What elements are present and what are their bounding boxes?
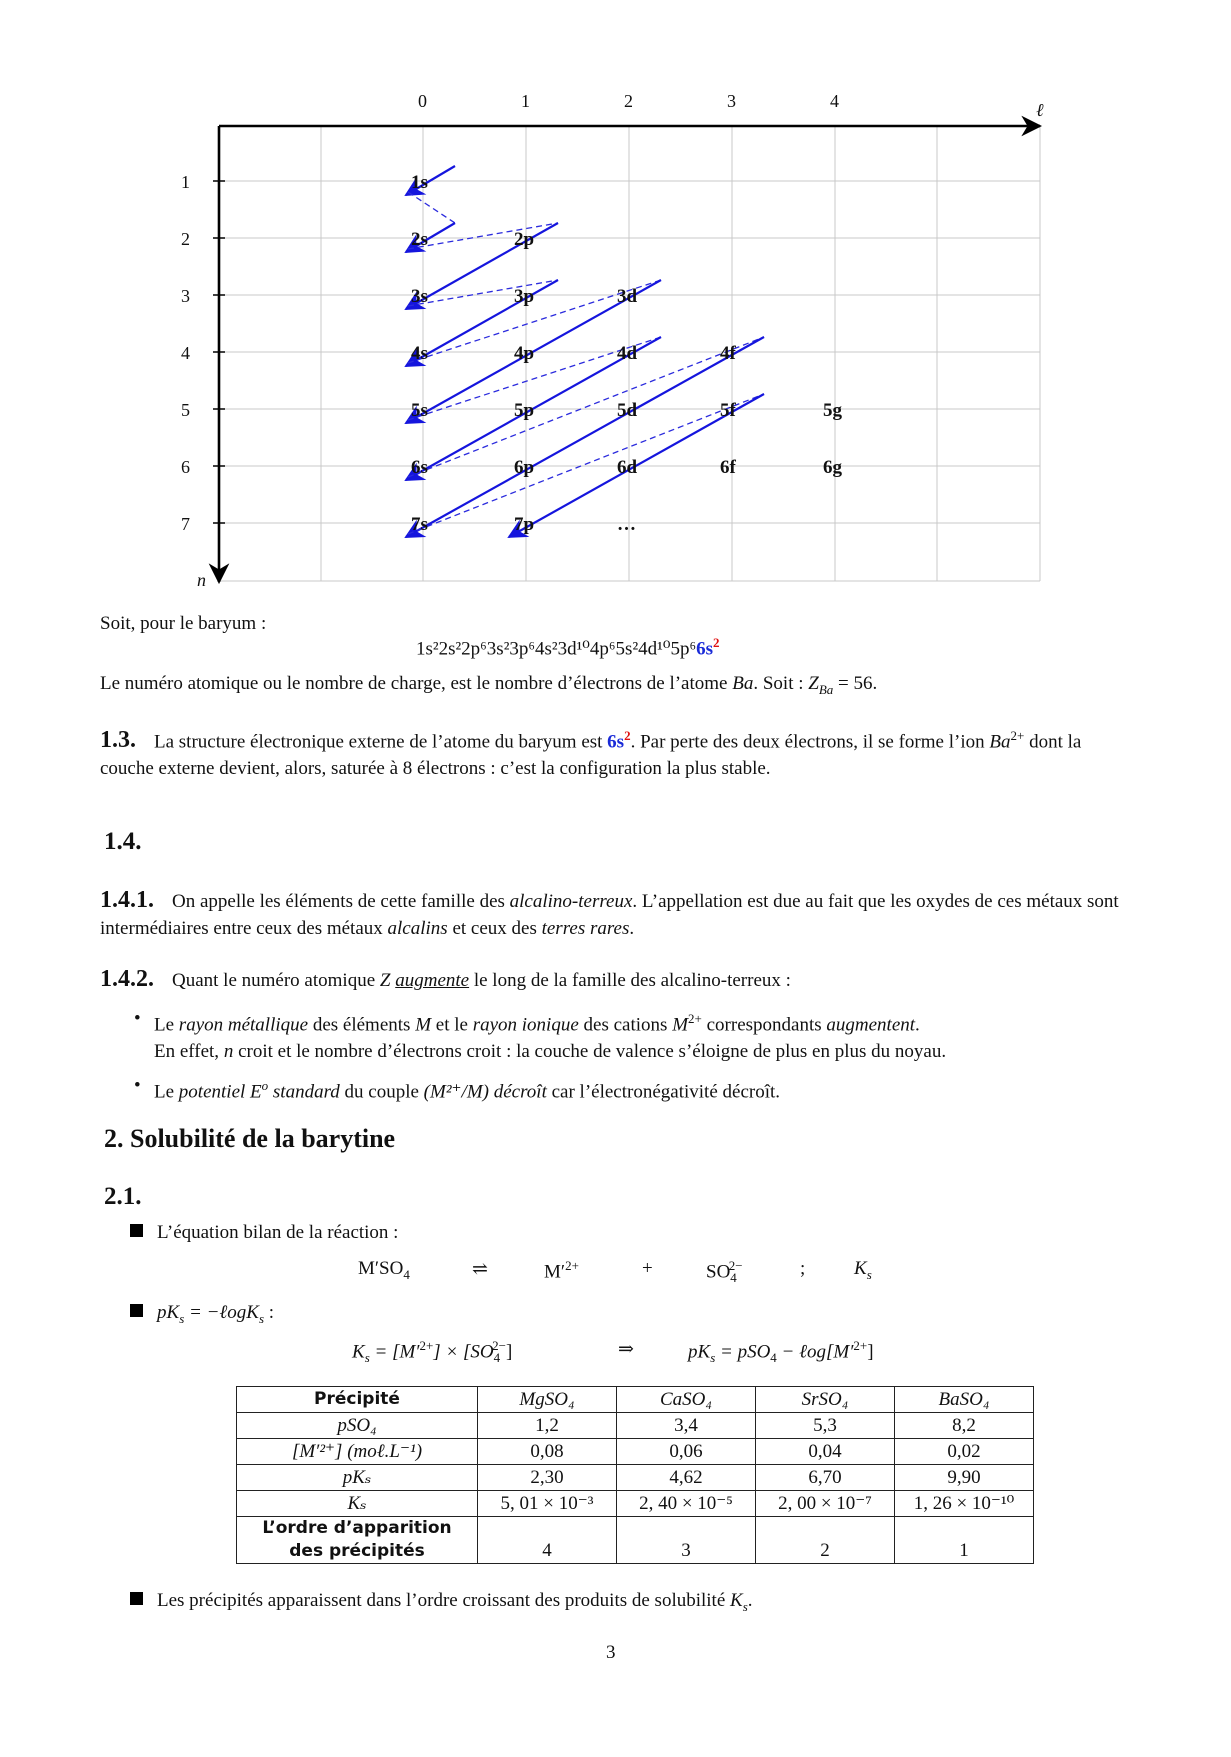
s13-red: 2 [624, 728, 631, 743]
atomic-number-line [100, 670, 1132, 703]
eq-arrow: ⇌ [472, 1259, 488, 1280]
square-bullet-icon [130, 1224, 143, 1237]
table-cell: 5, 01 × 10⁻³ [478, 1491, 617, 1517]
table-cell: 2 [756, 1517, 895, 1564]
formula-left [352, 1338, 512, 1366]
orbital-labels [411, 172, 843, 535]
eq-anion-sup: 2− [728, 1258, 743, 1273]
section-1-4-2-number: 1.4.2. [100, 966, 154, 992]
table-row [237, 1439, 1034, 1465]
table-header-cell: Précipité [237, 1387, 478, 1413]
fl-b: = [M′ [369, 1341, 420, 1363]
eq-anion-text: SO [706, 1261, 731, 1283]
table-cell: 9,90 [895, 1465, 1034, 1491]
z-ba: Ba [732, 673, 754, 694]
orbital-label: 6g [823, 457, 842, 478]
section-2-title: 2. Solubilité de la barytine [104, 1124, 396, 1153]
orbital-label: 1s [411, 172, 428, 193]
eq-plus: + [642, 1258, 653, 1279]
section-1-4-heading: 1.4. [104, 828, 142, 855]
s141-i2: alcalins [387, 918, 448, 939]
eq-ks [854, 1258, 872, 1283]
fr-d: ] [867, 1341, 874, 1363]
b2-i1: potentiel E [178, 1081, 262, 1103]
conclusion-k: K [730, 1590, 743, 1611]
b1-c: et le [431, 1014, 473, 1036]
order-label-1: L’ordre d’apparition [262, 1518, 452, 1538]
orbital-label: 2s [411, 229, 428, 250]
b1-ion: M [672, 1014, 689, 1036]
bullet-potential [134, 1072, 1134, 1105]
orbital-label: 7s [411, 514, 428, 535]
orbital-label: 7p [514, 514, 535, 535]
eq-reactant-text: M′SO [358, 1258, 404, 1279]
table-cell: 0,04 [756, 1439, 895, 1465]
b2-sup: o [261, 1078, 269, 1093]
b2-couple: (M²⁺/M) [423, 1081, 489, 1103]
s142-underlined: augmente [395, 970, 470, 991]
section-1-3 [100, 722, 1132, 782]
fr-b: = pSO [715, 1341, 771, 1363]
s13-blue: 6s [607, 731, 625, 753]
table-row-label: [M′²⁺] (moℓ.L⁻¹) [237, 1439, 478, 1465]
pks-formula [0, 1338, 1231, 1368]
orbital-label: 5f [720, 400, 736, 421]
order-label-2: des précipités [289, 1541, 425, 1561]
fr-sub2: 4 [770, 1350, 777, 1366]
orbital-label: 2p [514, 229, 535, 250]
orbital-label: 4f [720, 343, 736, 364]
s141-a: On appelle les éléments de cette famille des [172, 891, 510, 912]
table-row [237, 1491, 1034, 1517]
section-1-3-number: 1.3. [100, 727, 136, 754]
orbital-label: 3p [514, 286, 535, 307]
fr-c: − ℓog[M′ [776, 1341, 854, 1363]
eq-reactant-sub: 4 [403, 1266, 410, 1282]
n-tick-label: 1 [181, 172, 190, 192]
table-cell: 1, 26 × 10⁻¹⁰ [895, 1491, 1034, 1517]
equation-intro [130, 1222, 398, 1244]
conclusion-a: Les précipités apparaissent dans l’ordre croissant des produits de solubilité [157, 1590, 731, 1611]
l-tick-label: 1 [521, 91, 530, 111]
conclusion-sub: s [742, 1598, 748, 1614]
z-symbol: Z [808, 673, 819, 694]
fl-c: ] × [SO [433, 1341, 494, 1363]
s13-c: dont la couche externe devient, alors, saturée à 8 électrons : c’est la configuration la plus stable. [100, 731, 1082, 780]
orbital-label: 3d [617, 286, 638, 307]
eq-anion [706, 1258, 743, 1286]
s141-d: . [629, 918, 635, 939]
table-cell: 3 [617, 1517, 756, 1564]
config-blue: 6s [696, 638, 713, 660]
n-tick-label: 7 [181, 514, 190, 534]
eq-ks-sub: s [866, 1266, 872, 1282]
n-tick-label: 6 [181, 457, 190, 477]
s142-b: le long de la famille des alcalino-terreux : [469, 970, 791, 991]
table-cell: 3,4 [617, 1413, 756, 1439]
l-tick-label: 2 [624, 91, 633, 111]
table-row [237, 1413, 1034, 1439]
eq-cation-text: M′ [544, 1261, 566, 1283]
page-number: 3 [606, 1642, 616, 1663]
pks-intro [130, 1302, 274, 1327]
orbital-label: 5d [617, 400, 638, 421]
transition-dashed-line [408, 337, 764, 477]
orbital-label: 5p [514, 400, 535, 421]
fr-sup: 2+ [853, 1338, 868, 1353]
pks-sub2: s [258, 1310, 265, 1326]
s142-a: Quant le numéro atomique [172, 970, 380, 991]
table-cell: 4 [478, 1517, 617, 1564]
b2-i2: standard [268, 1081, 340, 1103]
table-cell: 2, 00 × 10⁻⁷ [756, 1491, 895, 1517]
table-row [237, 1465, 1034, 1491]
b2-a: Le [154, 1081, 179, 1103]
b1-e: correspondants [701, 1014, 827, 1036]
pks-b: = −ℓogK [184, 1302, 259, 1323]
bullet-dot: • [134, 1075, 141, 1096]
eq-ks-text: K [854, 1258, 867, 1279]
barium-config [416, 635, 719, 660]
b1-l2-n: n [223, 1041, 234, 1063]
table-row-label: pSO₄ [237, 1413, 478, 1439]
table-row-label [237, 1517, 478, 1564]
s142-z: Z [379, 970, 391, 991]
eq-anion-sub: 4 [730, 1270, 737, 1286]
l-tick-label: 3 [727, 91, 736, 111]
b1-l2-a: En effet, [154, 1041, 224, 1063]
fl-sup2: 2− [492, 1338, 506, 1353]
formula-right [688, 1338, 874, 1366]
transition-dashed-line [408, 192, 455, 223]
table-cell: 4,62 [617, 1465, 756, 1491]
orbital-label: 4d [617, 343, 638, 364]
conclusion-b: . [747, 1590, 753, 1611]
eq-cation-sup: 2+ [565, 1258, 579, 1273]
table-cell: 2,30 [478, 1465, 617, 1491]
table-cell: 0,06 [617, 1439, 756, 1465]
axis-ticks [181, 91, 839, 534]
orbital-label: 6f [720, 457, 736, 478]
s13-a: La structure électronique externe de l’atome du baryum est [154, 731, 608, 753]
pks-a: pK [157, 1302, 180, 1323]
fl-sub2: 4 [493, 1350, 501, 1366]
table-cell: 5,3 [756, 1413, 895, 1439]
eq-intro-text: L’équation bilan de la réaction : [157, 1222, 399, 1243]
table-cell: 6,70 [756, 1465, 895, 1491]
s13-b: . Par perte des deux électrons, il se forme l’ion [630, 731, 990, 753]
fr-a: pK [688, 1341, 711, 1363]
l-tick-label: 0 [418, 91, 427, 111]
table-row [237, 1517, 1034, 1564]
intro-line: Soit, pour le baryum : [100, 613, 267, 634]
orbital-label: 3s [411, 286, 428, 307]
conclusion [130, 1590, 753, 1615]
fl-sup: 2+ [419, 1338, 434, 1353]
table-cell: 2, 40 × 10⁻⁵ [617, 1491, 756, 1517]
eq-reactant [358, 1258, 410, 1283]
orbital-label: … [617, 514, 636, 535]
orbital-label: 6s [411, 457, 428, 478]
b1-a: Le [154, 1014, 179, 1036]
s141-b: . L’appellation est due au fait que les oxydes de ces métaux sont intermédiaires entre ceux des métaux [100, 891, 1119, 939]
bullet-dot: • [134, 1008, 141, 1029]
table-cell: 0,08 [478, 1439, 617, 1465]
z-text-b: . Soit : [753, 673, 809, 694]
table-header-cell: MgSO₄ [478, 1387, 617, 1413]
table-header-cell: BaSO₄ [895, 1387, 1034, 1413]
eq-semicolon: ; [800, 1258, 806, 1279]
section-1-4-1-number: 1.4.1. [100, 887, 154, 913]
z-sub: Ba [818, 681, 834, 697]
table-cell: 8,2 [895, 1413, 1034, 1439]
orbital-label: 5s [411, 400, 428, 421]
axis-n-label: n [197, 570, 206, 590]
b1-f: . [915, 1014, 920, 1036]
pks-sub: s [179, 1310, 185, 1326]
b1-i2: rayon ionique [472, 1014, 579, 1036]
solubility-table [236, 1386, 1034, 1564]
fl-sub: s [364, 1350, 370, 1366]
bullet-radius [134, 1005, 1134, 1065]
s13-ion-sup: 2+ [1010, 728, 1025, 743]
section-1-4-2 [100, 966, 1132, 994]
orbital-label: 4p [514, 343, 535, 364]
table-cell: 1 [895, 1517, 1034, 1564]
s141-i1: alcalino-terreux [509, 891, 633, 912]
section-1-4-1 [100, 887, 1132, 942]
axis-l-label: ℓ [1036, 100, 1044, 120]
orbital-label: 5g [823, 400, 842, 421]
b1-ion-sup: 2+ [688, 1011, 702, 1026]
orbital-label: 4s [411, 343, 428, 364]
fl-a: K [352, 1341, 365, 1363]
intro-text [100, 610, 1132, 637]
formula-implies: ⇒ [618, 1339, 634, 1360]
b1-d: des cations [578, 1014, 673, 1036]
table-cell: 0,02 [895, 1439, 1034, 1465]
s141-i3: terres rares [541, 918, 630, 939]
section-2-1-heading: 2.1. [104, 1183, 142, 1210]
transition-dashed-line [408, 394, 764, 534]
b1-i1: rayon métallique [178, 1014, 309, 1036]
b1-b: des éléments [308, 1014, 416, 1036]
table-header-cell: SrSO₄ [756, 1387, 895, 1413]
table-row-label: pKₛ [237, 1465, 478, 1491]
square-bullet-icon [130, 1592, 143, 1605]
l-tick-label: 4 [830, 91, 839, 111]
square-bullet-icon [130, 1304, 143, 1317]
pks-c: : [264, 1302, 275, 1323]
dissolution-equation [0, 1258, 1231, 1288]
table-row-label: Kₛ [237, 1491, 478, 1517]
table-cell: 1,2 [478, 1413, 617, 1439]
filling-arrow [406, 337, 764, 537]
n-tick-label: 3 [181, 286, 190, 306]
b1-l2-b: croit et le nombre d’électrons croit : la couche de valence s’éloigne de plus en plus du noyau. [233, 1041, 947, 1063]
config-red: 2 [712, 635, 720, 650]
fl-d: ] [505, 1341, 513, 1363]
orbital-label: 6d [617, 457, 638, 478]
madelung-diagram [0, 0, 1231, 600]
fr-sub: s [710, 1350, 716, 1366]
s13-ion: Ba [989, 731, 1011, 753]
s141-c: et ceux des [447, 918, 542, 939]
n-tick-label: 4 [181, 343, 190, 363]
z-text-a: Le numéro atomique ou le nombre de charge, est le nombre d’électrons de l’atome [100, 673, 733, 694]
b2-c: car l’électronégativité décroît. [546, 1081, 781, 1103]
orbital-label: 6p [514, 457, 535, 478]
b2-i3: décroît [493, 1081, 547, 1103]
table-header-row [237, 1387, 1034, 1413]
table-header-cell: CaSO₄ [617, 1387, 756, 1413]
n-tick-label: 5 [181, 400, 190, 420]
eq-cation [544, 1258, 579, 1283]
b2-b: du couple [339, 1081, 424, 1103]
b1-m: M [415, 1014, 432, 1036]
z-eq: = 56. [833, 673, 878, 694]
b1-i3: augmentent [826, 1014, 916, 1036]
n-tick-label: 2 [181, 229, 190, 249]
config-main: 1s²2s²2p⁶3s²3p⁶4s²3d¹⁰4p⁶5s²4d¹⁰5p⁶ [416, 638, 697, 660]
